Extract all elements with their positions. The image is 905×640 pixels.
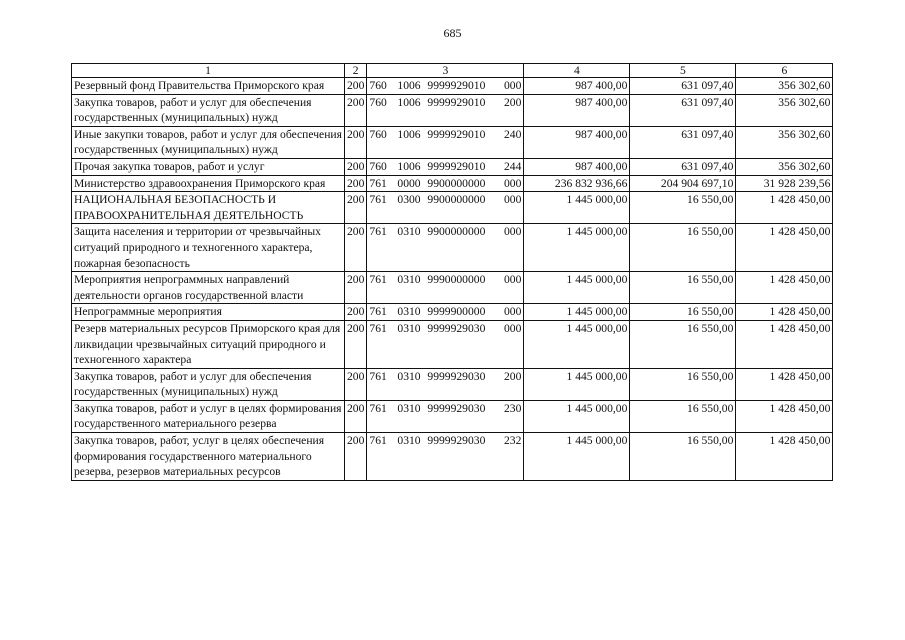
header-cell: 5 [630,64,736,78]
code-segment: 000 [504,321,522,335]
code-segment: 9999929030 [427,401,486,415]
code-segment: 1006 [397,127,421,141]
code-segment: 760 [369,95,387,109]
amount-col6-cell: 356 302,60 [736,94,833,126]
amount-col4-cell: 1 445 000,00 [524,192,630,224]
code-segment: 0310 [397,401,421,415]
code-segment: 230 [504,401,522,415]
amount-col5-cell: 16 550,00 [630,320,736,368]
budget-code-cell [367,158,524,175]
amount-col5-cell: 16 550,00 [630,272,736,304]
code-segment: 9999929030 [427,369,486,383]
code-200-cell: 200 [345,433,367,481]
amount-col4-cell: 987 400,00 [524,158,630,175]
header-cell: 4 [524,64,630,78]
amount-col6-cell: 356 302,60 [736,126,833,158]
code-segment: 9999929010 [427,79,486,92]
amount-col6-cell: 1 428 450,00 [736,224,833,272]
row-name-cell: Иные закупки товаров, работ и услуг для обеспечения государственных (муниципальных) нужд [72,126,345,158]
amount-col4-cell: 236 832 936,66 [524,175,630,192]
amount-col4-cell: 1 445 000,00 [524,272,630,304]
code-segment: 761 [369,401,387,415]
code-segment: 761 [369,273,387,287]
table-row [72,158,833,175]
row-name-cell: Министерство здравоохранения Приморского края [72,175,345,192]
code-segment: 761 [369,321,387,335]
code-segment: 9900000000 [427,176,486,190]
code-segment: 9999929010 [427,159,486,173]
budget-code-cell [367,224,524,272]
code-200-cell: 200 [345,158,367,175]
code-segment: 761 [369,176,387,190]
amount-col5-cell: 16 550,00 [630,304,736,321]
code-segment: 0000 [397,176,421,190]
table-row [72,78,833,95]
table-row [72,94,833,126]
row-name-cell: Прочая закупка товаров, работ и услуг [72,158,345,175]
amount-col6-cell: 1 428 450,00 [736,400,833,432]
amount-col5-cell: 16 550,00 [630,192,736,224]
row-name-cell: Мероприятия непрограммных направлений деятельности органов государственной власти [72,272,345,304]
code-segment: 0310 [397,305,421,319]
table-row [72,320,833,368]
header-cell: 3 [367,64,524,78]
amount-col4-cell: 1 445 000,00 [524,400,630,432]
table-row [72,400,833,432]
amount-col4-cell: 1 445 000,00 [524,368,630,400]
code-200-cell: 200 [345,175,367,192]
code-segment: 9999900000 [427,305,486,319]
code-200-cell: 200 [345,78,367,95]
row-name-cell: Непрограммные мероприятия [72,304,345,321]
budget-code-cell [367,175,524,192]
code-segment: 000 [504,79,522,92]
code-segment: 000 [504,193,522,207]
code-segment: 1006 [397,159,421,173]
amount-col5-cell: 631 097,40 [630,126,736,158]
code-segment: 0310 [397,225,421,239]
budget-code-cell [367,400,524,432]
page-number: 685 [443,26,462,40]
code-segment: 9999929030 [427,434,486,448]
code-segment: 9999929030 [427,321,486,335]
budget-code-cell [367,320,524,368]
budget-code-cell [367,272,524,304]
code-segment: 232 [504,434,522,448]
header-cell: 6 [736,64,833,78]
amount-col6-cell: 1 428 450,00 [736,368,833,400]
code-segment: 9999929010 [427,127,486,141]
header-cell: 2 [345,64,367,78]
amount-col5-cell: 16 550,00 [630,224,736,272]
amount-col4-cell: 987 400,00 [524,94,630,126]
code-200-cell: 200 [345,400,367,432]
budget-table [71,63,833,481]
code-200-cell: 200 [345,224,367,272]
code-200-cell: 200 [345,304,367,321]
row-name-cell: Резерв материальных ресурсов Приморского края для ликвидации чрезвычайных ситуаций природного и техногенного характера [72,320,345,368]
code-segment: 760 [369,159,387,173]
amount-col5-cell: 631 097,40 [630,94,736,126]
table-row [72,272,833,304]
amount-col5-cell: 631 097,40 [630,158,736,175]
code-segment: 0310 [397,369,421,383]
code-segment: 200 [504,369,522,383]
amount-col4-cell: 1 445 000,00 [524,224,630,272]
code-segment: 0310 [397,434,421,448]
code-segment: 761 [369,434,387,448]
table-header-row [72,64,833,78]
amount-col4-cell: 987 400,00 [524,126,630,158]
code-segment: 000 [504,305,522,319]
amount-col5-cell: 16 550,00 [630,368,736,400]
table-row [72,224,833,272]
code-segment: 1006 [397,79,421,92]
code-segment: 0310 [397,273,421,287]
amount-col5-cell: 16 550,00 [630,433,736,481]
row-name-cell: Закупка товаров, работ и услуг в целях формирования государственного материального резерва [72,400,345,432]
budget-code-cell [367,368,524,400]
row-name-cell: Защита населения и территории от чрезвычайных ситуаций природного и техногенного характера, пожарная безопасность [72,224,345,272]
header-cell: 1 [72,64,345,78]
code-segment: 760 [369,127,387,141]
code-200-cell: 200 [345,126,367,158]
code-segment: 9900000000 [427,225,486,239]
code-200-cell: 200 [345,368,367,400]
code-segment: 244 [504,159,522,173]
amount-col6-cell: 356 302,60 [736,158,833,175]
amount-col5-cell: 631 097,40 [630,78,736,95]
budget-code-cell [367,304,524,321]
code-segment: 761 [369,369,387,383]
budget-code-cell [367,126,524,158]
table-row [72,192,833,224]
code-200-cell: 200 [345,320,367,368]
amount-col6-cell: 356 302,60 [736,78,833,95]
amount-col5-cell: 16 550,00 [630,400,736,432]
code-200-cell: 200 [345,272,367,304]
code-segment: 000 [504,176,522,190]
code-segment: 9900000000 [427,193,486,207]
code-segment: 9999929010 [427,95,486,109]
budget-code-cell [367,192,524,224]
code-segment: 760 [369,79,387,92]
amount-col6-cell: 1 428 450,00 [736,320,833,368]
row-name-cell: Закупка товаров, работ и услуг для обеспечения государственных (муниципальных) нужд [72,368,345,400]
amount-col4-cell: 1 445 000,00 [524,433,630,481]
code-segment: 0310 [397,321,421,335]
code-segment: 200 [504,95,522,109]
table-row [72,126,833,158]
amount-col6-cell: 1 428 450,00 [736,304,833,321]
row-name-cell: НАЦИОНАЛЬНАЯ БЕЗОПАСНОСТЬ И ПРАВООХРАНИТЕЛЬНАЯ ДЕЯТЕЛЬНОСТЬ [72,192,345,224]
budget-code-cell [367,94,524,126]
code-segment: 761 [369,225,387,239]
code-200-cell: 200 [345,192,367,224]
table-row [72,175,833,192]
table-row [72,433,833,481]
amount-col4-cell: 1 445 000,00 [524,320,630,368]
code-segment: 761 [369,193,387,207]
amount-col4-cell: 1 445 000,00 [524,304,630,321]
budget-code-cell [367,78,524,95]
row-name-cell: Резервный фонд Правительства Приморского края [72,78,345,95]
code-segment: 000 [504,225,522,239]
code-200-cell: 200 [345,94,367,126]
amount-col6-cell: 1 428 450,00 [736,192,833,224]
budget-code-cell [367,433,524,481]
amount-col4-cell: 987 400,00 [524,78,630,95]
table-row [72,368,833,400]
amount-col6-cell: 1 428 450,00 [736,272,833,304]
row-name-cell: Закупка товаров, работ и услуг для обеспечения государственных (муниципальных) нужд [72,94,345,126]
amount-col5-cell: 204 904 697,10 [630,175,736,192]
code-segment: 9990000000 [427,273,486,287]
code-segment: 240 [504,127,522,141]
table-row [72,304,833,321]
code-segment: 0300 [397,193,421,207]
row-name-cell: Закупка товаров, работ, услуг в целях обеспечения формирования государственного материального резерва, резервов материальных ресурсов [72,433,345,481]
code-segment: 000 [504,273,522,287]
amount-col6-cell: 1 428 450,00 [736,433,833,481]
code-segment: 1006 [397,95,421,109]
amount-col6-cell: 31 928 239,56 [736,175,833,192]
code-segment: 761 [369,305,387,319]
